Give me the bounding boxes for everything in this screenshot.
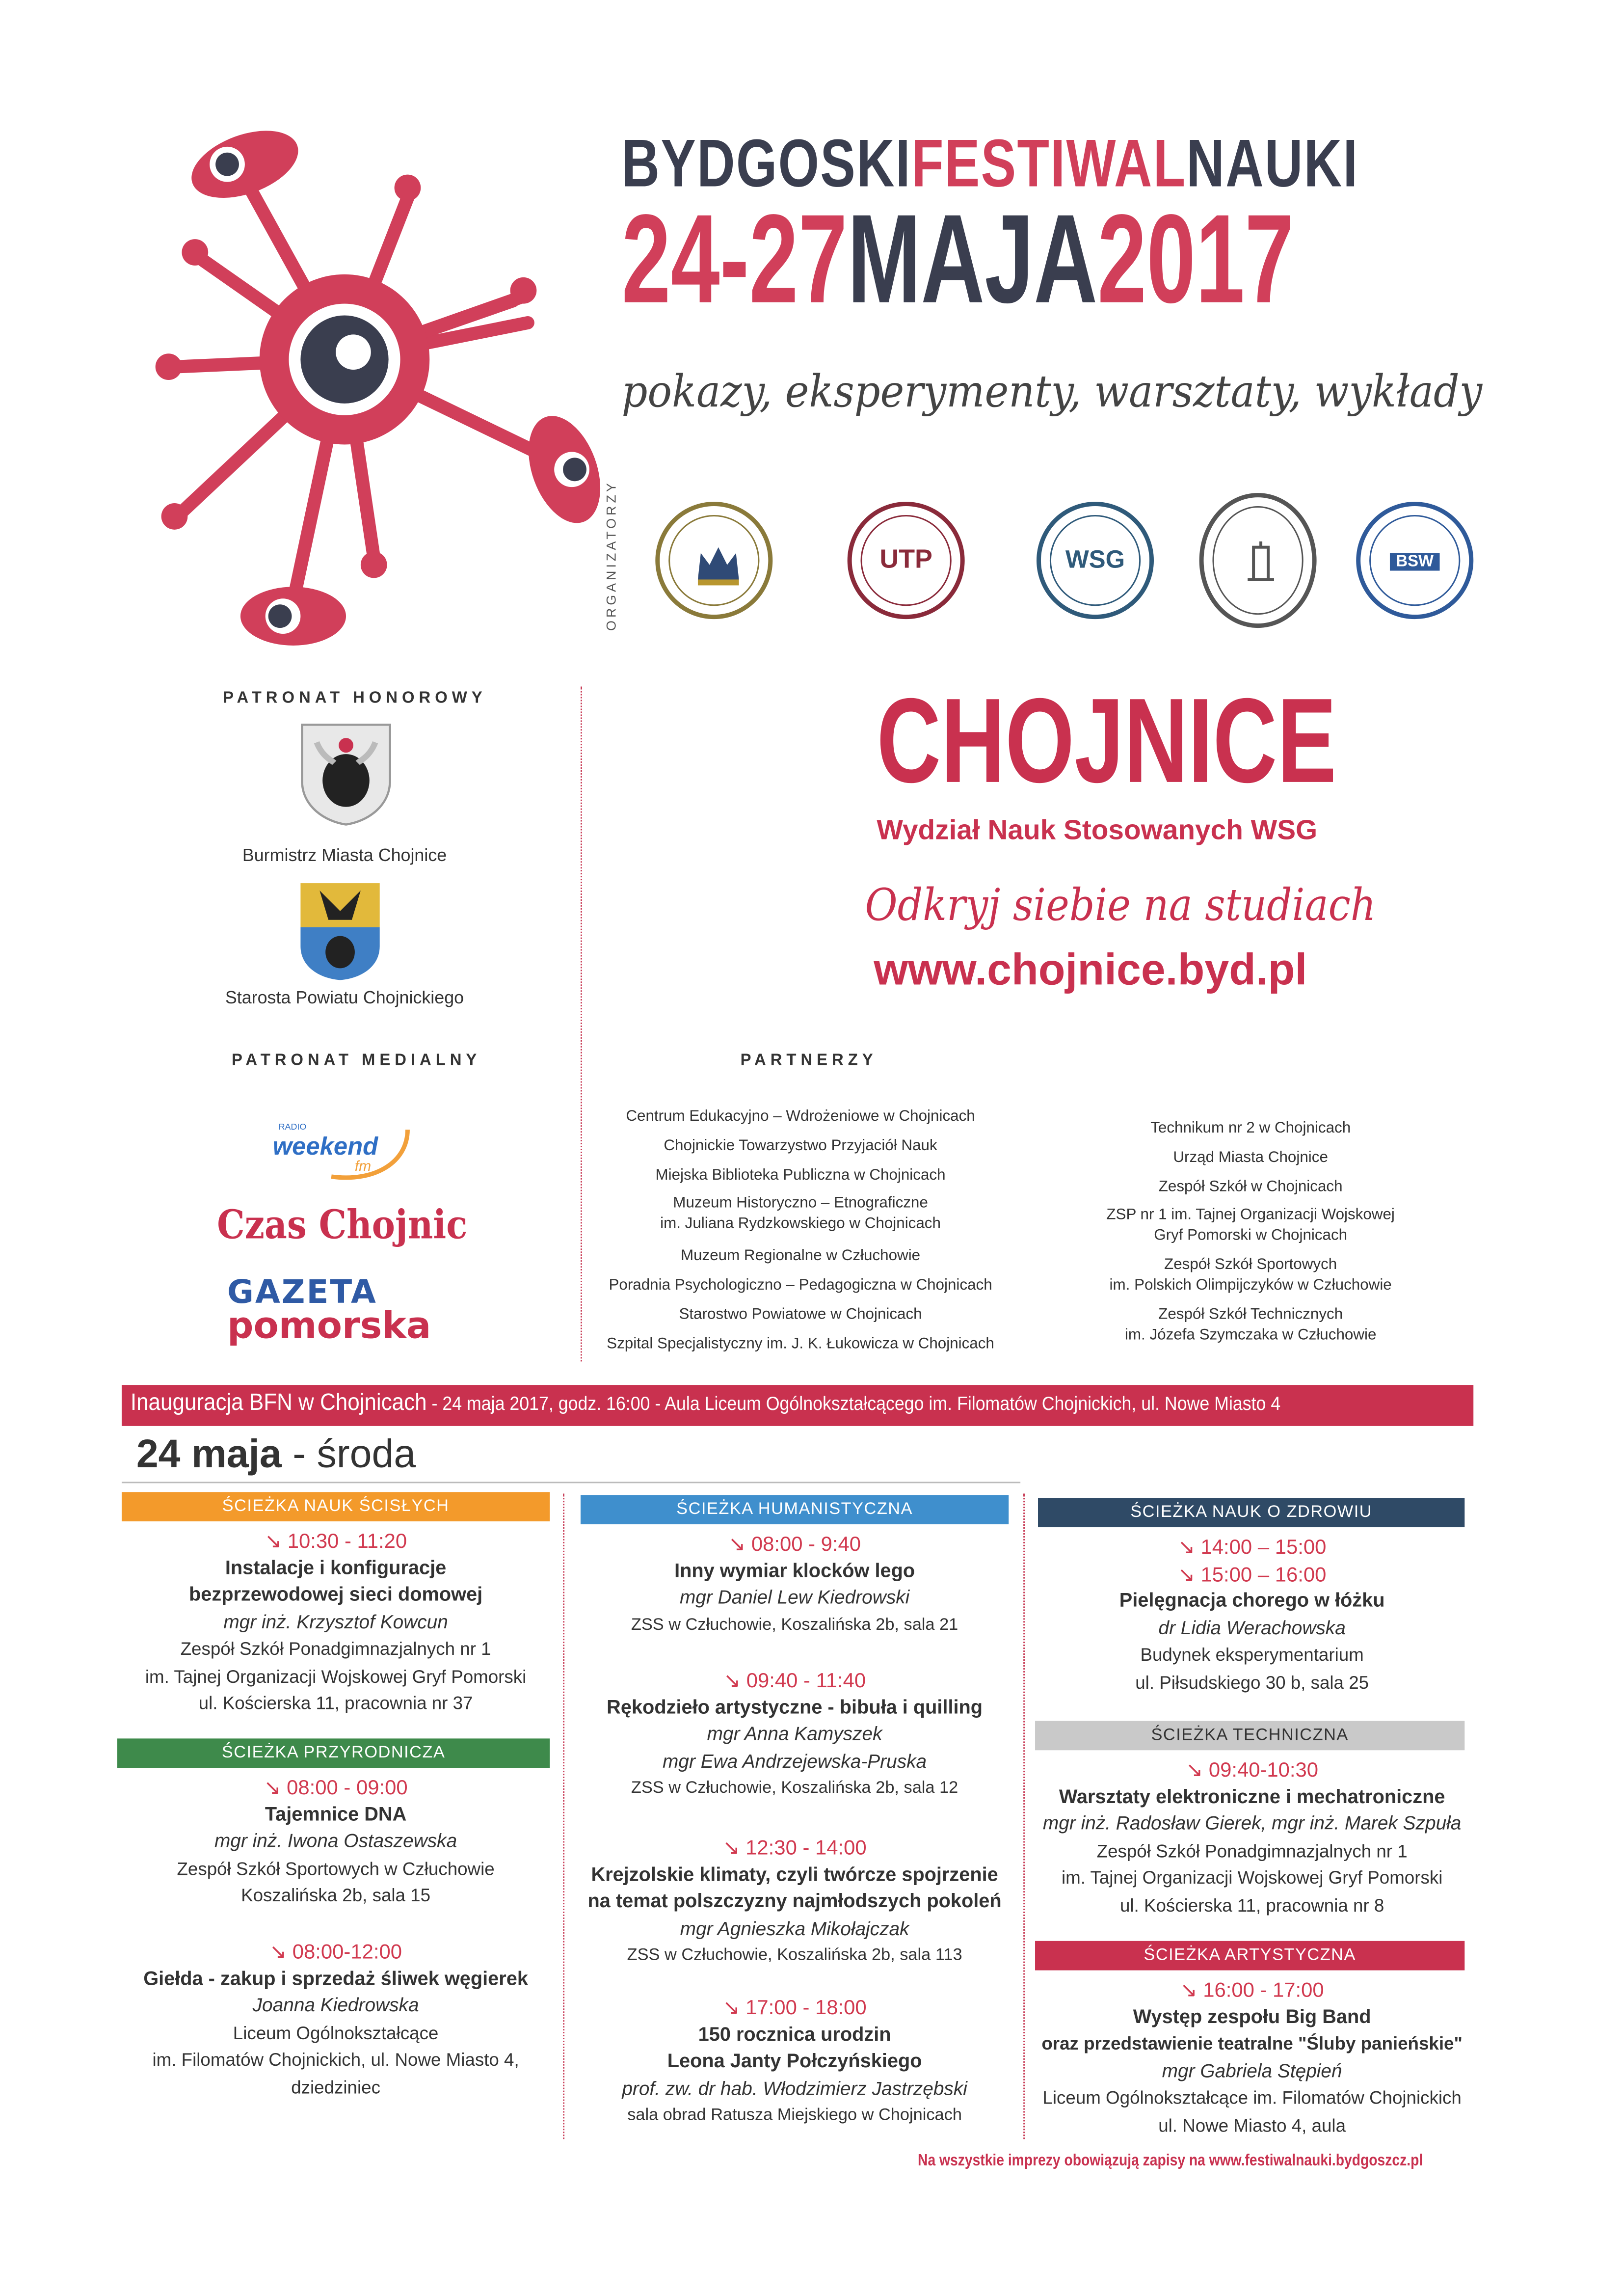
partner-item: Chojnickie Towarzystwo Przyjaciół Nauk [664, 1136, 937, 1155]
title-part-3: NAUKI [1186, 125, 1359, 201]
event-host: mgr Ewa Andrzejewska-Pruska [663, 1749, 927, 1772]
logo-ukw [655, 502, 772, 619]
event-time: ↘ 14:00 – 15:00 [1177, 1534, 1327, 1558]
event-humanistyczna-4 [572, 1994, 1017, 2129]
event-host: dr Lidia Werachowska [1158, 1616, 1346, 1638]
tower-icon [1239, 541, 1283, 586]
event-title: bezprzewodowej sieci domowej [188, 1583, 483, 1605]
radio-weekend-logo [273, 1118, 420, 1185]
event-host: mgr Anna Kamyszek [707, 1722, 882, 1745]
festival-logo [139, 117, 609, 660]
event-location: Liceum Ogólnokształcące [233, 2022, 439, 2043]
logo-utp [848, 502, 965, 619]
event-humanistyczna-1 [572, 1530, 1017, 1639]
date-days: 24-27 [621, 189, 848, 330]
logo-wsg-text: WSG [1065, 545, 1125, 574]
event-host: mgr Agnieszka Mikołajczak [680, 1917, 909, 1939]
partner-item: Zespół Szkół Technicznych [1158, 1306, 1343, 1324]
event-location: im. Tajnej Organizacji Wojskowej Gryf Pomorski [1061, 1867, 1443, 1889]
city-name: CHOJNICE [877, 675, 1337, 809]
logo-wsg [1037, 502, 1154, 619]
event-zdrowie-1 [1032, 1533, 1472, 1696]
event-location: Zespół Szkół Ponadgimnazjalnych nr 1 [1096, 1840, 1408, 1861]
event-location: im. Tajnej Organizacji Wojskowej Gryf Pomorski [145, 1666, 527, 1687]
partners-left-list [586, 1103, 1014, 1359]
event-title: 150 rocznica urodzin [698, 2022, 891, 2045]
crown-icon [692, 539, 745, 592]
event-time: ↘ 08:00 - 9:40 [728, 1531, 861, 1555]
event-time: ↘ 08:00 - 09:00 [264, 1775, 408, 1799]
event-time: ↘ 16:00 - 17:00 [1180, 1977, 1324, 2001]
inauguration-details: - 24 maja 2017, godz. 16:00 - Aula Liceum Ogólnokształcącego im. Filomatów Chojnickich, ul. Nowe Miasto 4 [426, 1392, 1281, 1414]
event-title: Pielęgnacja chorego w łóżku [1119, 1589, 1385, 1611]
partner-item: im. Juliana Rydzkowskiego w Chojnicach [660, 1215, 941, 1233]
event-location: ul. Nowe Miasto 4, aula [1158, 2114, 1346, 2135]
event-location: ZSS w Człuchowie, Koszalińska 2b, sala 21 [631, 1616, 958, 1634]
event-title: Inny wymiar klocków lego [674, 1559, 915, 1581]
media-patronage-heading: PATRONAT MEDIALNY [231, 1052, 481, 1070]
gazeta-line1: GAZETA [227, 1275, 377, 1312]
event-location: ul. Kościerska 11, pracownia nr 8 [1119, 1894, 1384, 1916]
event-title: Giełda - zakup i sprzedaż śliwek węgierek [143, 1967, 528, 1989]
event-location: ZSS w Człuchowie, Koszalińska 2b, sala 12 [631, 1780, 958, 1797]
logo-utp-text: UTP [879, 544, 932, 574]
event-location: sala obrad Ratusza Miejskiego w Chojnicach [627, 2107, 962, 2125]
column-divider-1 [563, 1493, 564, 2139]
event-time: ↘ 15:00 – 16:00 [1177, 1562, 1327, 1586]
partner-item: Muzeum Historyczno – Etnograficzne [673, 1194, 928, 1213]
honorary-patronage-heading: PATRONAT HONOROWY [223, 689, 487, 707]
column-divider-2 [1023, 1493, 1025, 2139]
event-artystyczna-1 [1032, 1976, 1472, 2139]
event-time: ↘ 09:40-10:30 [1186, 1757, 1319, 1782]
chojnice-coat-of-arms [299, 722, 393, 827]
event-time: ↘ 10:30 - 11:20 [265, 1529, 407, 1552]
event-host: mgr Daniel Lew Kiedrowski [679, 1586, 910, 1608]
event-host: mgr inż. Krzysztof Kowcun [223, 1610, 448, 1632]
partners-right-list [1082, 1115, 1419, 1346]
mayor-label: Burmistrz Miasta Chojnice [242, 845, 447, 866]
header-divider [581, 687, 582, 1362]
title-part-2: FESTIWAL [911, 125, 1187, 201]
event-host: mgr Gabriela Stępień [1162, 2059, 1342, 2081]
partner-item: Gryf Pomorski w Chojnicach [1154, 1227, 1348, 1245]
event-scisle-1 [122, 1527, 550, 1717]
track-zdrowie-header: ŚCIEŻKA NAUK O ZDROWIU [1038, 1498, 1464, 1527]
partner-item: Urząd Miasta Chojnice [1173, 1148, 1328, 1166]
organizers-label-box [604, 480, 625, 631]
faculty-name: Wydział Nauk Stosowanych WSG [877, 815, 1318, 847]
partner-item: ZSP nr 1 im. Tajnej Organizacji Wojskowej [1106, 1206, 1395, 1224]
event-location: dziedziniec [291, 2077, 380, 2098]
partner-item: im. Polskich Olimpijczyków w Człuchowie [1109, 1277, 1392, 1295]
website-link[interactable]: www.chojnice.byd.pl [874, 946, 1307, 995]
event-location: Koszalińska 2b, sala 15 [241, 1885, 431, 1906]
title-part-1: BYDGOSKI [621, 125, 912, 201]
event-techniczna-1 [1032, 1756, 1472, 1919]
event-location: Zespół Szkół Ponadgimnazjalnych nr 1 [180, 1639, 491, 1659]
event-location: im. Filomatów Chojnickich, ul. Nowe Miasto 4, [152, 2049, 519, 2070]
event-title: Tajemnice DNA [265, 1802, 407, 1825]
event-title: Rękodzieło artystyczne - bibuła i quilling [607, 1695, 983, 1718]
event-location: ul. Kościerska 11, pracownia nr 37 [198, 1693, 473, 1714]
logo-bsw [1356, 502, 1473, 619]
czas-chojnic-logo: Czas Chojnic [217, 1203, 468, 1249]
date-month: MAJA [847, 189, 1098, 330]
track-humanistyczna-header: ŚCIEŻKA HUMANISTYCZNA [581, 1495, 1009, 1524]
radio-fm: fm [354, 1159, 372, 1175]
event-host: mgr inż. Iwona Ostaszewska [214, 1829, 457, 1852]
day-heading [122, 1429, 1020, 1484]
event-host: mgr inż. Radosław Gierek, mgr inż. Marek Szpuła [1042, 1811, 1462, 1834]
partners-heading: PARTNERZY [740, 1052, 878, 1070]
event-przyrodnicza-1 [122, 1774, 550, 1909]
event-location: Budynek eksperymentarium [1140, 1645, 1364, 1665]
event-title: Instalacje i konfiguracje [225, 1556, 447, 1578]
event-time: ↘ 08:00-12:00 [269, 1939, 402, 1963]
event-humanistyczna-2 [572, 1667, 1017, 1802]
event-przyrodnicza-2 [122, 1938, 550, 2101]
track-techniczna-header: ŚCIEŻKA TECHNICZNA [1035, 1721, 1464, 1751]
track-scisle-header: ŚCIEŻKA NAUK ŚCISŁYCH [122, 1492, 550, 1521]
event-title: oraz przedstawienie teatralne "Śluby panieńskie" [1041, 2033, 1463, 2054]
track-przyrodnicza-header: ŚCIEŻKA PRZYRODNICZA [117, 1738, 550, 1768]
partner-item: Starostwo Powiatowe w Chojnicach [679, 1305, 922, 1324]
starosta-label: Starosta Powiatu Chojnickiego [225, 987, 464, 1008]
partner-item: Miejska Biblioteka Publiczna w Chojnicach [655, 1165, 946, 1184]
event-host: prof. zw. dr hab. Włodzimierz Jastrzębski [622, 2077, 967, 2099]
partner-item: Zespół Szkół w Chojnicach [1158, 1177, 1343, 1195]
partner-item: im. Józefa Szymczaka w Człuchowie [1124, 1326, 1377, 1345]
gazeta-line2: pomorska [227, 1304, 431, 1347]
slogan: Odkryj siebie na studiach [865, 880, 1376, 932]
event-title: Warsztaty elektroniczne i mechatroniczne [1059, 1784, 1445, 1807]
partner-item: Muzeum Regionalne w Człuchowie [680, 1247, 921, 1266]
event-host: Joanna Kiedrowska [252, 1994, 419, 2016]
partner-item: Szpital Specjalistyczny im. J. K. Łukowicza w Chojnicach [607, 1334, 994, 1352]
event-time: ↘ 17:00 - 18:00 [722, 1995, 867, 2019]
festival-dates [621, 189, 1294, 330]
radio-name: weekend [272, 1133, 378, 1161]
gazeta-pomorska-logo [227, 1275, 431, 1347]
event-time: ↘ 12:30 - 14:00 [722, 1835, 867, 1859]
radio-small: RADIO [278, 1124, 307, 1133]
festival-tagline: pokazy, eksperymenty, warsztaty, wykłady [621, 367, 1483, 418]
powiat-coat-of-arms [299, 882, 381, 981]
partner-item: Technikum nr 2 w Chojnicach [1150, 1119, 1351, 1137]
inauguration-main: Inauguracja BFN w Chojnicach [130, 1391, 427, 1416]
day-date: 24 maja [136, 1432, 282, 1476]
partner-item: Zespół Szkół Sportowych [1164, 1256, 1337, 1274]
event-title: Krejzolskie klimaty, czyli twórcze spojrzenie [591, 1862, 998, 1885]
organizers-label: ORGANIZATORZY [604, 480, 619, 631]
event-title: Występ zespołu Big Band [1133, 2004, 1371, 2027]
event-title: Leona Janty Połczyńskiego [667, 2049, 922, 2072]
event-time: ↘ 09:40 - 11:40 [723, 1668, 866, 1692]
logo-bsw-text: BSW [1390, 553, 1440, 571]
event-location: ZSS w Człuchowie, Koszalińska 2b, sala 113 [627, 1946, 962, 1965]
event-title: na temat polszczyzny najmłodszych pokoleń [587, 1890, 1002, 1912]
logo-collegium-medicum [1199, 493, 1317, 628]
track-artystyczna-header: ŚCIEŻKA ARTYSTYCZNA [1035, 1941, 1464, 1971]
registration-note: Na wszystkie imprezy obowiązują zapisy na www.festiwalnauki.bydgoszcz.pl [918, 2152, 1423, 2170]
event-location: Liceum Ogólnokształcące im. Filomatów Chojnickich [1042, 2087, 1462, 2108]
event-location: Zespół Szkół Sportowych w Człuchowie [177, 1858, 495, 1879]
event-location: ul. Piłsudskiego 30 b, sala 25 [1135, 1672, 1369, 1693]
partner-item: Centrum Edukacyjno – Wdrożeniowe w Chojnicach [626, 1107, 975, 1126]
event-humanistyczna-3 [572, 1834, 1017, 1970]
day-weekday: - środa [281, 1432, 416, 1476]
date-year: 2017 [1097, 189, 1294, 330]
partner-item: Poradnia Psychologiczno – Pedagogiczna w Chojnicach [609, 1276, 992, 1295]
inauguration-bar [122, 1385, 1473, 1426]
